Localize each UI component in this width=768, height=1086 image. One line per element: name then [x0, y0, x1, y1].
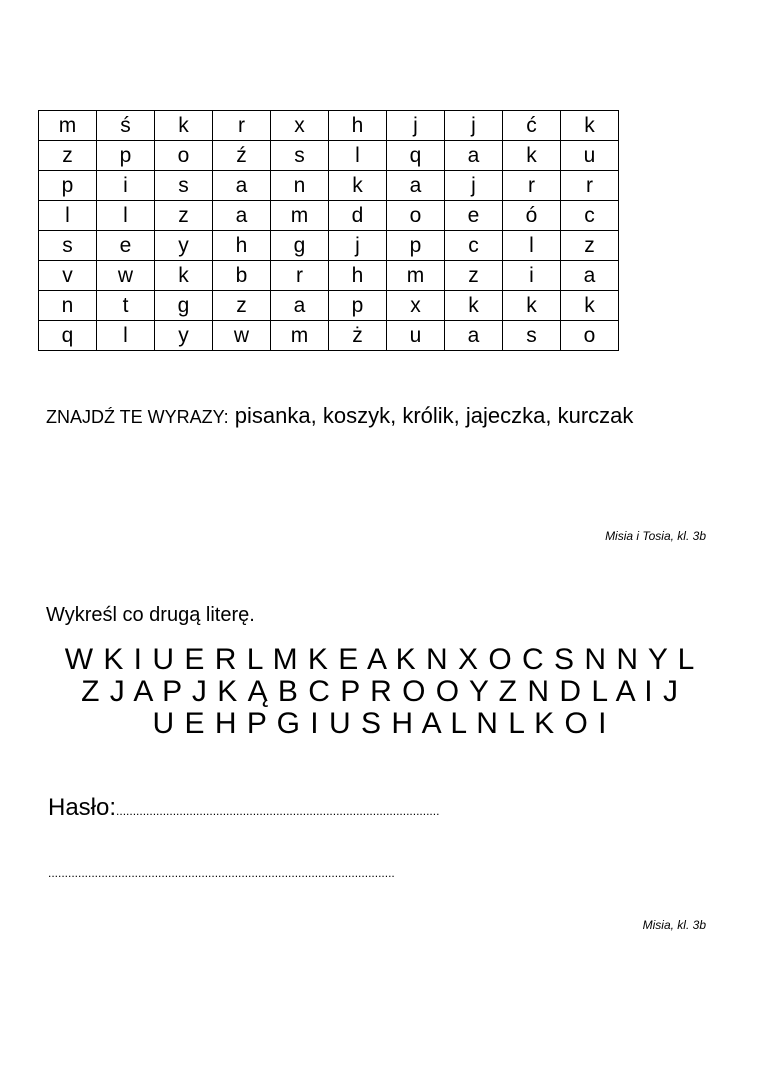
grid-cell: r [503, 171, 561, 201]
grid-cell: p [97, 141, 155, 171]
grid-cell: a [271, 291, 329, 321]
puzzle-line-1: W K I U E R L M K E A K N X O C S N N Y L [64, 643, 696, 676]
find-words-list: pisanka, koszyk, królik, jajeczka, kurczak [228, 403, 634, 428]
grid-cell: m [387, 261, 445, 291]
grid-cell: i [503, 261, 561, 291]
letter-puzzle [40, 644, 720, 740]
grid-row [39, 291, 619, 321]
grid-cell: e [445, 201, 503, 231]
grid-cell: j [387, 111, 445, 141]
grid-cell: w [97, 261, 155, 291]
grid-cell: a [213, 171, 271, 201]
grid-cell: y [155, 321, 213, 351]
grid-cell: j [445, 111, 503, 141]
grid-cell: ć [503, 111, 561, 141]
grid-cell: k [561, 111, 619, 141]
grid-cell: m [271, 201, 329, 231]
grid-cell: ó [503, 201, 561, 231]
grid-cell: z [155, 201, 213, 231]
grid-cell: b [213, 261, 271, 291]
grid-cell: u [561, 141, 619, 171]
grid-cell: k [155, 111, 213, 141]
author-credit-2: Misia, kl. 3b [642, 918, 706, 932]
grid-cell: k [155, 261, 213, 291]
grid-row [39, 231, 619, 261]
grid-cell: g [155, 291, 213, 321]
grid-cell: l [39, 201, 97, 231]
grid-cell: s [503, 321, 561, 351]
grid-cell: d [329, 201, 387, 231]
grid-row [39, 261, 619, 291]
grid-cell: a [213, 201, 271, 231]
grid-cell: z [39, 141, 97, 171]
grid-cell: r [271, 261, 329, 291]
word-search-grid [38, 110, 619, 351]
grid-cell: r [213, 111, 271, 141]
grid-cell: r [561, 171, 619, 201]
grid-cell: n [39, 291, 97, 321]
grid-cell: o [155, 141, 213, 171]
cross-out-instruction: Wykreśl co drugą literę. [46, 604, 255, 626]
grid-cell: o [387, 201, 445, 231]
grid-row [39, 141, 619, 171]
puzzle-line-3: U E H P G I U S H A L N L K O I [152, 707, 608, 740]
grid-cell: t [97, 291, 155, 321]
grid-cell: a [445, 141, 503, 171]
grid-cell: h [213, 231, 271, 261]
grid-cell: p [39, 171, 97, 201]
grid-cell: z [445, 261, 503, 291]
find-words-task [46, 398, 706, 435]
grid-cell: ż [329, 321, 387, 351]
grid-cell: g [271, 231, 329, 261]
grid-cell: c [445, 231, 503, 261]
grid-cell: i [97, 171, 155, 201]
grid-cell: l [97, 321, 155, 351]
grid-cell: j [445, 171, 503, 201]
grid-cell: k [503, 291, 561, 321]
grid-cell: l [329, 141, 387, 171]
grid-cell: a [561, 261, 619, 291]
grid-cell: ź [213, 141, 271, 171]
grid-cell: v [39, 261, 97, 291]
grid-cell: ś [97, 111, 155, 141]
grid-cell: u [387, 321, 445, 351]
grid-cell: j [329, 231, 387, 261]
grid-cell: a [387, 171, 445, 201]
grid-cell: k [561, 291, 619, 321]
grid-cell: s [271, 141, 329, 171]
grid-row [39, 111, 619, 141]
grid-cell: o [561, 321, 619, 351]
grid-cell: q [39, 321, 97, 351]
password-dots: ................................................................................................. [116, 804, 440, 818]
grid-cell: l [503, 231, 561, 261]
grid-cell: n [271, 171, 329, 201]
answer-dots-line-2: ........................................................................................................ [48, 866, 395, 880]
grid-cell: h [329, 111, 387, 141]
grid-cell: m [39, 111, 97, 141]
grid-cell: s [39, 231, 97, 261]
grid-cell: k [329, 171, 387, 201]
grid-cell: a [445, 321, 503, 351]
grid-row [39, 171, 619, 201]
grid-cell: z [561, 231, 619, 261]
grid-row [39, 321, 619, 351]
grid-cell: x [387, 291, 445, 321]
grid-cell: k [445, 291, 503, 321]
password-label: Hasło: [48, 794, 117, 821]
grid-cell: m [271, 321, 329, 351]
grid-cell: x [271, 111, 329, 141]
grid-cell: s [155, 171, 213, 201]
grid-cell: z [213, 291, 271, 321]
grid-cell: c [561, 201, 619, 231]
grid-cell: h [329, 261, 387, 291]
grid-cell: p [387, 231, 445, 261]
grid-cell: w [213, 321, 271, 351]
grid-cell: p [329, 291, 387, 321]
grid-cell: y [155, 231, 213, 261]
find-words-label: ZNAJDŹ TE WYRAZY: [46, 407, 229, 427]
password-answer-line [48, 794, 700, 822]
grid-cell: l [97, 201, 155, 231]
grid-cell: k [503, 141, 561, 171]
grid-row [39, 201, 619, 231]
puzzle-line-2: Z J A P J K Ą B C P R O O Y Z N D L A I J [81, 675, 679, 708]
grid-cell: q [387, 141, 445, 171]
grid-cell: e [97, 231, 155, 261]
author-credit-1: Misia i Tosia, kl. 3b [605, 529, 706, 543]
